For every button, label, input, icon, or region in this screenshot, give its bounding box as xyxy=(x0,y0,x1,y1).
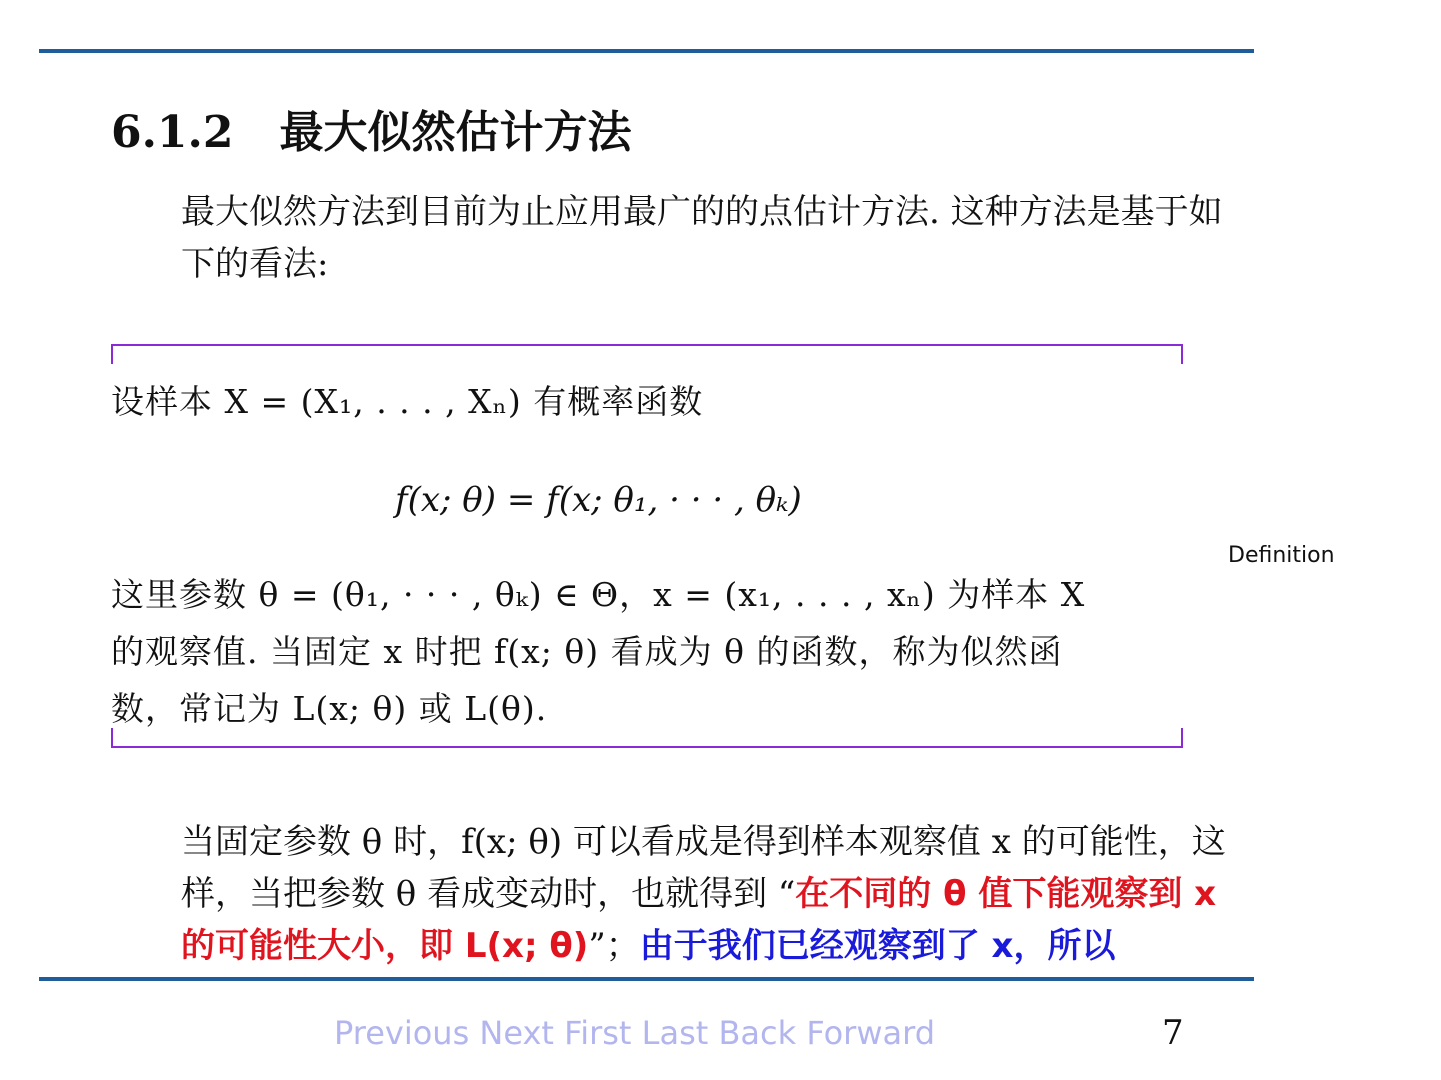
highlight-red: 在不同的 θ 值下能观察到 x 的可能性大小，即 L(x; θ) xyxy=(181,874,1217,966)
intro-paragraph: 最大似然方法到目前为止应用最广的的点估计方法. 这种方法是基于如下的看法: xyxy=(181,192,1223,284)
definition-box-top xyxy=(111,344,1183,364)
navigation-bar xyxy=(334,1012,935,1054)
nav-previous[interactable]: Previous xyxy=(334,1014,470,1052)
page-number: 7 xyxy=(1162,1013,1184,1053)
definition-box-bottom xyxy=(111,728,1183,748)
top-rule xyxy=(39,49,1254,53)
explanation-close-quote: ”； xyxy=(588,926,640,966)
explanation-paragraph xyxy=(111,816,1256,972)
nav-back[interactable]: Back xyxy=(718,1014,797,1052)
bottom-rule xyxy=(39,977,1254,981)
section-number: 6.1.2 xyxy=(111,107,234,158)
definition-line: 设样本 X = (X₁, . . . , Xₙ) 有概率函数 xyxy=(111,382,704,421)
nav-last[interactable]: Last xyxy=(641,1014,709,1052)
definition-body: 这里参数 θ = (θ₁, · · · , θₖ) ∈ Θ，x = (x₁, . . . , xₙ) 为样本 X 的观察值. 当固定 x 时把 f(x; θ) 看成为 θ 的函数，称为似然函数，常记为 L(x; θ) 或 L(θ). xyxy=(111,575,1086,728)
highlight-blue: 由于我们已经观察到了 x，所以 xyxy=(639,926,1116,966)
nav-forward[interactable]: Forward xyxy=(806,1014,936,1052)
section-title: 最大似然估计方法 xyxy=(279,107,632,158)
explanation-text: 当固定参数 θ 时，f(x; θ) 可以看成是得到样本观察值 x 的可能性，这样，当把参数 θ 看成变动时，也就得到 “ xyxy=(181,822,1226,914)
nav-next[interactable]: Next xyxy=(479,1014,554,1052)
section-heading xyxy=(111,103,631,163)
definition-label: Definition xyxy=(1228,543,1335,568)
likelihood-equation: f(x; θ) = f(x; θ₁, · · · , θₖ) xyxy=(395,480,802,520)
nav-first[interactable]: First xyxy=(564,1014,632,1052)
